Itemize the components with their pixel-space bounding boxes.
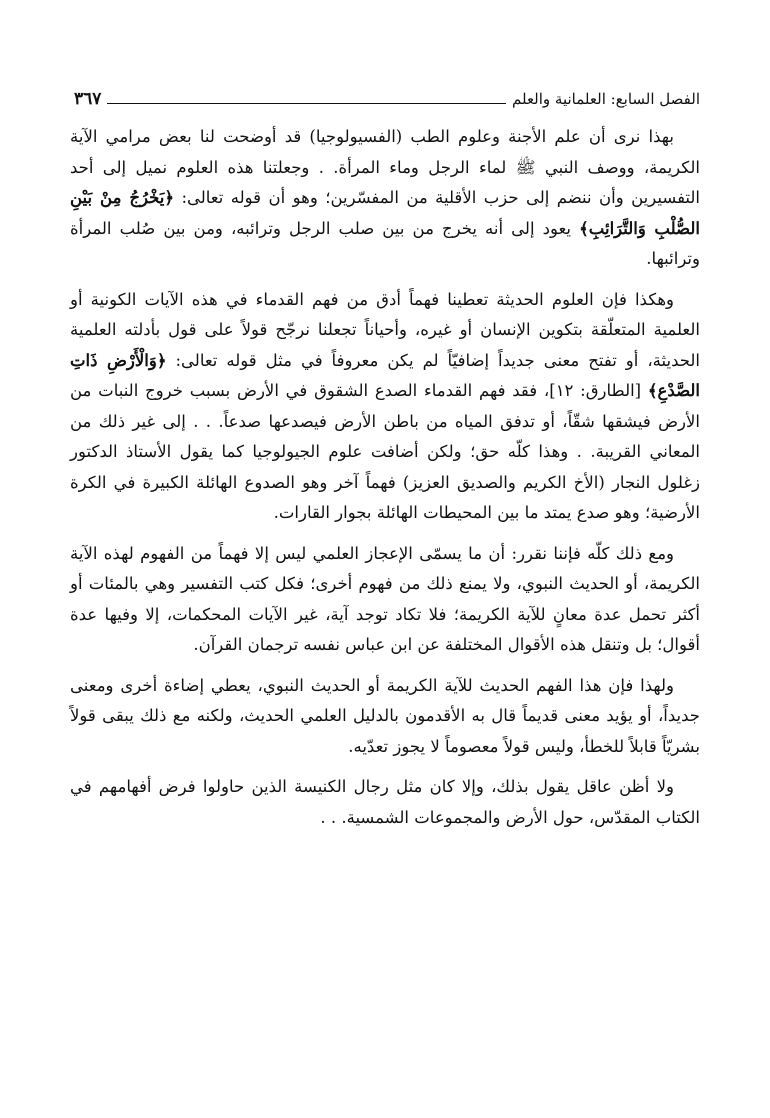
paragraph-text: بهذا نرى أن علم الأجنة وعلوم الطب (الفسيولوجيا) قد أوضحت لنا بعض مرامي الآية الكريمة، ووصف النبي ﷺ لماء الرجل وماء المرأة. . وجعلتنا هذه العلوم نميل إلى أحد التفسيرين وأن ننضم إلى حزب الأقلية من المفسّرين؛ وهو أن قوله تعالى:	[70, 127, 701, 207]
body-text	[70, 122, 700, 843]
paragraph-text: وهكذا فإن العلوم الحديثة تعطينا فهماً أدق من فهم القدماء في هذه الآيات الكونية أو العلمية المتعلّقة بتكوين الإنسان أو غيره، وأحياناً تجعلنا نرجّح قولاً على قول بأدلته العلمية الحديثة، أو تفتح معنى جديداً إضافيّاً لم يكن معروفاً في مثل قوله تعالى:	[70, 289, 700, 370]
paragraph	[70, 671, 700, 763]
running-title: الفصل السابع: العلمانية والعلم	[512, 90, 700, 108]
paragraph	[70, 772, 700, 833]
paragraph-text: ولا أظن عاقل يقول بذلك، وإلا كان مثل رجال الكنيسة الذين حاولوا فرض أفهامهم في الكتاب المقدّس، حول الأرض والمجموعات الشمسية. . .	[70, 777, 700, 827]
page-number: ٣٦٧	[74, 89, 102, 109]
quran-quote: ﴿يَخْرُجُ مِنْ بَيْنِ الصُّلْبِ وَالتَّرَائِبِ﴾	[70, 188, 700, 238]
paragraph-text: يعود إلى أنه يخرج من بين صلب الرجل وترائبه، ومن بين صُلب المرأة وترائبها.	[70, 218, 700, 268]
paragraph-text: ولهذا فإن هذا الفهم الحديث للآية الكريمة أو الحديث النبوي، يعطي إضاءة أخرى ومعنى جديداً، أو يؤيد معنى قديماً قال به الأقدمون بالدليل العلمي الحديث، ولكنه مع ذلك يبقى قولاً بشريّاً قابلاً للخطأ، وليس قولاً معصوماً لا يجوز تعدّيه.	[70, 675, 700, 756]
paragraph	[70, 122, 700, 275]
paragraph-text: [الطارق: ١٢]، فقد فهم القدماء الصدع الشقوق في الأرض بسبب خروج النبات من الأرض فيشقها شقّاً، أو تدفق المياه من باطن الأرض فيصدعها صدعاً. . . إلى غير ذلك من المعاني القريبة. . وهذا كلّه حق؛ ولكن أضافت علوم الجيولوجيا كما يقول الأستاذ الدكتور زغلول النجار (الأخ الكريم والصديق العزيز) فهماً آخر وهو الصدوع الهائلة الكبيرة في الكرة الأرضية؛ وهو صدع يمتد ما بين المحيطات الهائلة بجوار القارات.	[70, 381, 700, 522]
paragraph	[70, 539, 700, 661]
quran-quote: ﴿وَالْأَرْضِ ذَاتِ الصَّدْعِ﴾	[70, 350, 700, 400]
paragraph-text: ومع ذلك كلّه فإننا نقرر: أن ما يسمّى الإعجاز العلمي ليس إلا فهماً من الفهوم لهذه الآية الكريمة، أو الحديث النبوي، ولا يمنع ذلك من فهوم أخرى؛ فكل كتب التفسير وهي بالمئات أو أكثر تحمل عدة معانٍ للآية الكريمة؛ فلا تكاد توجد آية، غير الآيات المحكمات، إلا وفيها عدة أقوال؛ بل وتنقل هذه الأقوال المختلفة عن ابن عباس نفسه ترجمان القرآن.	[70, 543, 700, 654]
header-rule	[107, 103, 506, 104]
paragraph	[70, 285, 700, 529]
running-head	[74, 78, 700, 108]
